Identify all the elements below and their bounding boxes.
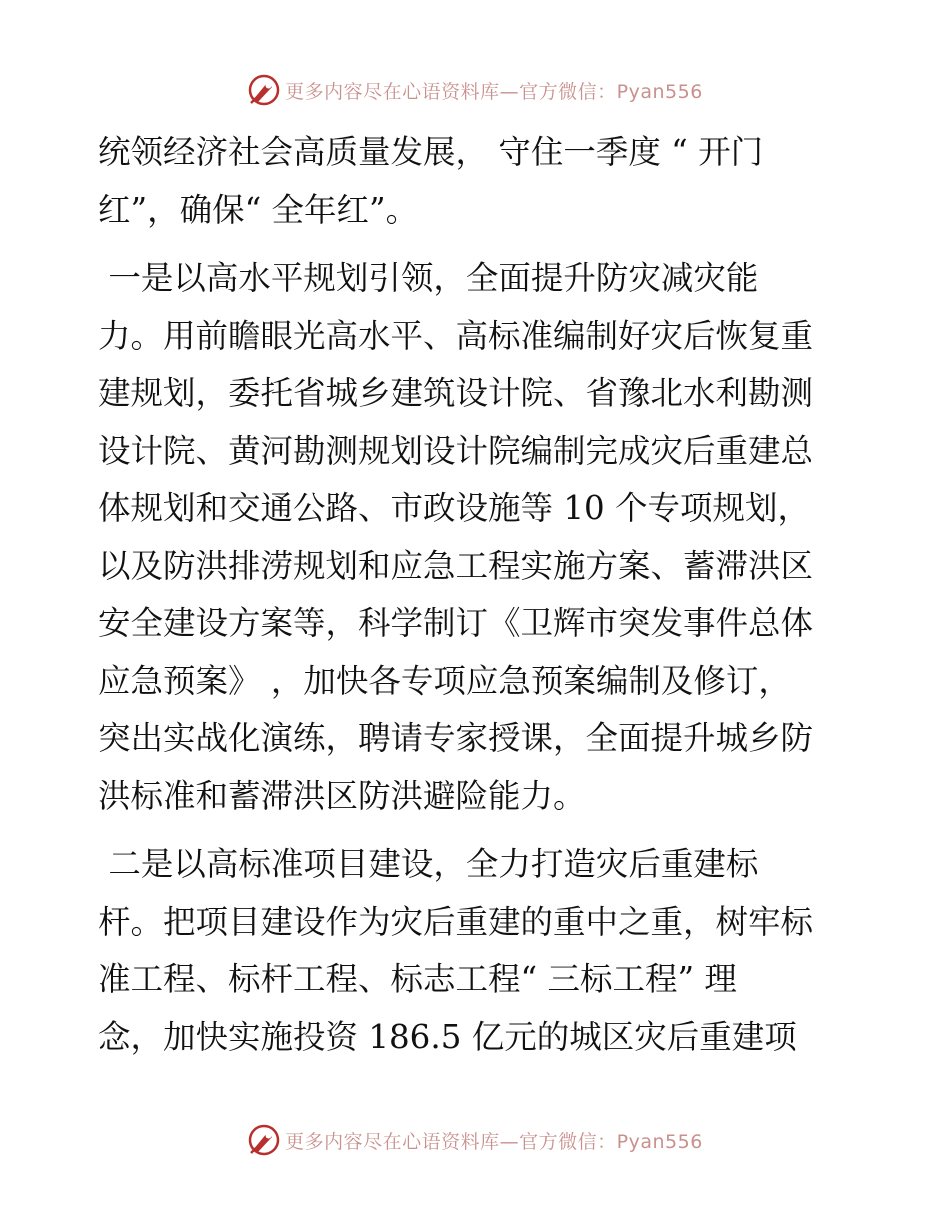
header-banner-text: 更多内容尽在心语资料库—官方微信：Pyan556 — [285, 80, 703, 103]
text-line: 突出实战化演练，聘请专家授课，全面提升城乡防 — [98, 719, 814, 757]
text-line: 准工程、标杆工程、标志工程“ 三标工程” 理 — [98, 960, 737, 998]
text-line: 体规划和交通公路、市政设施等 10 个专项规划， — [98, 489, 811, 527]
text-line: 一是以高水平规划引领，全面提升防灾减灾能 — [98, 259, 759, 297]
text-line: 设计院、黄河勘测规划设计院编制完成灾后重建总 — [98, 431, 814, 470]
text-line: 二是以高标准项目建设，全力打造灾后重建标 — [98, 845, 759, 883]
text-line: 洪标准和蓄滞洪区防洪避险能力。 — [98, 776, 586, 815]
text-line: 应急预案》 ，加快各专项应急预案编制及修订， — [98, 661, 791, 700]
text-line: 建规划，委托省城乡建筑设计院、省豫北水利勘测 — [98, 374, 814, 412]
text-line: 红”，确保“ 全年红”。 — [98, 190, 419, 229]
header-banner — [0, 70, 950, 110]
text-line: 杆。把项目建设作为灾后重建的重中之重，树牢标 — [98, 902, 814, 941]
text-line: 以及防洪排涝规划和应急工程实施方案、蓄滞洪区 — [98, 546, 814, 585]
document-body — [98, 124, 868, 1066]
footer-banner — [0, 1120, 950, 1160]
footer-banner-text: 更多内容尽在心语资料库—官方微信：Pyan556 — [285, 1130, 703, 1153]
paragraph — [98, 250, 868, 825]
text-line: 力。用前瞻眼光高水平、高标准编制好灾后恢复重 — [98, 316, 814, 355]
text-line: 统领经济社会高质量发展， 守住一季度 “ 开门 — [98, 133, 764, 171]
paragraph — [98, 836, 868, 1066]
text-line: 安全建设方案等，科学制订《卫辉市突发事件总体 — [98, 604, 814, 642]
paragraph — [98, 124, 868, 239]
pen-nib-logo-icon — [247, 73, 281, 107]
text-line: 念，加快实施投资 186.5 亿元的城区灾后重建项 — [98, 1017, 797, 1056]
pen-nib-logo-icon — [247, 1123, 281, 1157]
